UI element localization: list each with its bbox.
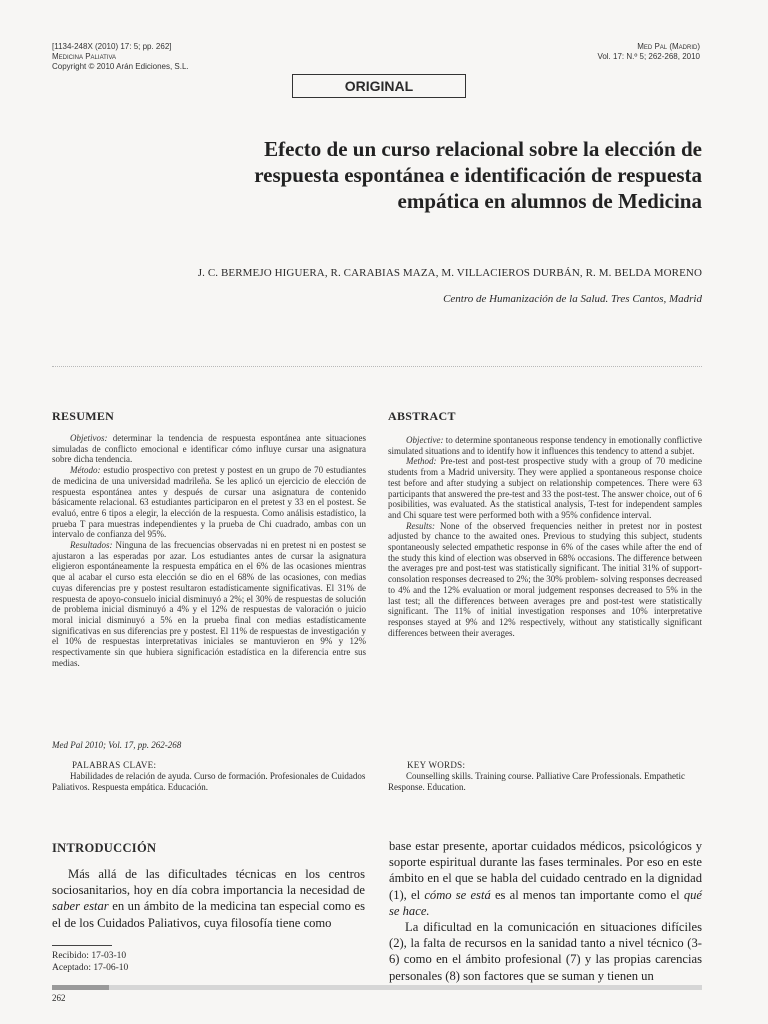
journal-name: Medicina Paliativa	[52, 52, 117, 61]
intro-r1-a: base estar presente, aportar cuidados médicos, psicológicos y soporte espiritual durante las fases terminales. Por eso en este ámbito en el que se habla del cuidado centrado en la dignidad (1), el	[389, 839, 702, 902]
affiliation: Centro de Humanización de la Salud. Tres Cantos, Madrid	[443, 293, 702, 305]
metodo-label: Método:	[70, 465, 101, 476]
results-label: Results:	[406, 520, 435, 531]
abstract-objective	[388, 435, 702, 456]
intro-r1-em1: cómo se está	[424, 887, 491, 902]
objetivos-text: determinar la tendencia de respuesta espontánea ante situaciones simuladas de conflicto emocional e identificar cómo influye cursar una asignatura sobre dicha tendencia.	[52, 433, 366, 465]
objective-label: Objective:	[406, 435, 444, 445]
footer-bar-light	[109, 985, 702, 990]
resumen-metodo	[52, 465, 366, 540]
intro-r1-em2: qué se hace.	[389, 887, 702, 918]
intro-r1-b: es al menos tan importante como el	[490, 887, 684, 902]
abstract-heading: ABSTRACT	[388, 409, 456, 423]
divider	[52, 366, 702, 367]
intro-p1-a: Más allá de las dificultades técnicas en los centros sociosanitarios, hoy en día cobra importancia la necesidad de	[52, 867, 365, 898]
copyright-line: Copyright © 2010 Arán Ediciones, S.L.	[52, 62, 189, 71]
resumen-objetivos	[52, 433, 366, 465]
title-line-1: Efecto de un curso relacional sobre la elección de	[264, 137, 702, 161]
abstract-body	[388, 435, 702, 638]
intro-right-column	[389, 838, 702, 984]
intro-heading: INTRODUCCIÓN	[52, 841, 157, 855]
title-line-3: empática en alumnos de Medicina	[397, 189, 702, 213]
palabras-clave-text: Habilidades de relación de ayuda. Curso de formación. Profesionales de Cuidados Paliativos. Respuesta empática. Educación.	[52, 771, 366, 792]
metodo-text: estudio prospectivo con pretest y postest en un grupo de 70 estudiantes de medicina de una universidad madrileña. Se les aplicó un ejercicio de elección de respuesta espontánea antes y después de cursar una asignatura de contenido básicamente relacional. 63 estudiantes participaron en el pretest y 33 en el postest. Se evaluó, entre 6 tipos a elegir, la elección de la respuesta. Como análisis estadístico, la prueba T para muestras independientes y la prueba de Chi cuadrado, ambas con un intervalo de confianza del 95%.	[52, 465, 366, 540]
resultados-text: Ninguna de las frecuencias observadas ni en pretest ni en postest se ajustaron a las esperadas por azar. Los estudiantes antes de cursar la asignatura eligieron espontáneamente la respuesta empática en el 6% de las ocasiones mientras que al acabar el curso esta elección se dio en el 68% de las ocasiones, con medias cuyas diferencias pre y postest resultaron estadísticamente significativas. El 31% de respuesta de apoyo-consuelo inicial disminuyó a 2%; el 30% de respuestas de solución de problema inicial disminuyó a 4% y el 12% de respuestas de valoración o juicio moral inicial disminuyó a 5% en la prueba final con medias estadísticamente significativas en sus diferencias pre y postest. El 11% de respuestas de investigación y el 10% de respuestas interpretativas iniciales se mantuvieron en 9% y 12% respectivamente sin que hubiera significación estadística en la diferencia entre sus medias.	[52, 540, 366, 668]
page-number: 262	[52, 993, 66, 1003]
title-line-2: respuesta espontánea e identificación de respuesta	[254, 163, 702, 187]
accepted-date: Aceptado: 17-06-10	[52, 963, 129, 973]
method-text: Pre-test and post-test prospective study with a group of 70 medicine students from a Madrid university. They were applied a spontaneous response choice test before and after studying a subject on relationship competences. There were 63 participants that answered the pre-test and 33 the post-test. The answer choice, out of 6 posibilities, was evaluated. As the statistical analysis, T-test for independent samples and Chi square test were performed both with a 95% confidence interval.	[388, 456, 702, 520]
journal-header-left	[52, 42, 189, 72]
intro-p1-em: saber estar	[52, 899, 109, 914]
journal-header-right	[597, 42, 700, 62]
article-title	[200, 136, 702, 214]
intro-paragraph-2: La dificultad en la comunicación en situaciones difíciles (2), la falta de recursos en la sanidad tanto a nivel técnico (3-6) como en el ámbito profesional (7) y las propias carencias personales (8) son factores que se suman y tienen un	[389, 920, 702, 983]
abstract-results	[388, 521, 702, 639]
journal-abbrev: Med Pal (Madrid)	[637, 42, 700, 51]
author-list: J. C. BERMEJO HIGUERA, R. CARABIAS MAZA, M. VILLACIEROS DURBÁN, R. M. BELDA MORENO	[197, 267, 702, 279]
volume-line: Vol. 17: N.º 5; 262-268, 2010	[597, 52, 700, 61]
intro-paragraph-cont	[389, 838, 702, 919]
footnote-rule	[52, 945, 112, 946]
abstract-method	[388, 456, 702, 520]
intro-p1-b: en un ámbito de la medicina tan especial como es el de los Cuidados Paliativos, cuya filosofía tiene como	[52, 899, 365, 930]
keywords-heading: KEY WORDS:	[407, 760, 466, 770]
keywords-text: Counselling skills. Training course. Palliative Care Professionals. Empathetic Response. Education.	[388, 771, 685, 792]
intro-left-column	[52, 866, 365, 931]
palabras-clave	[52, 771, 372, 793]
citation: Med Pal 2010; Vol. 17, pp. 262-268	[52, 740, 182, 750]
intro-paragraph-1	[52, 866, 365, 931]
resumen-resultados	[52, 540, 366, 668]
objetivos-label: Objetivos:	[70, 433, 108, 443]
results-text: None of the observed frequencies neither in pretest nor in postest adjusted by chance to the awaited ones. Previous to studying this subject, students spontaneously selected empathetic response in 6% of the cases while after the end of the study this kind of election was observed in 68% occasions. The difference between the averages pre and post-test was statistically significant. The initial 31% of support-consolation responses decreased to 2%; the 30% problem- solving responses decreased to 4% and the 12% evaluation or moral judgement responses decreased to 5% in the last test; all the differences between averages pre and post-test were statistically significant. The 11% of initial investigation responses and 10% interpretative responses stayed at 9% and 12% respectively, without any statistically significant differences between their averages.	[388, 520, 702, 638]
footer-bar-dark	[52, 985, 109, 990]
resumen-heading: RESUMEN	[52, 409, 115, 423]
keywords	[388, 771, 706, 793]
received-date: Recibido: 17-03-10	[52, 951, 127, 961]
method-label: Method:	[406, 456, 437, 467]
resultados-label: Resultados:	[70, 540, 113, 551]
palabras-clave-heading: PALABRAS CLAVE:	[72, 760, 157, 770]
received-dates	[52, 950, 128, 974]
objective-text: to determine spontaneous response tendency in emotionally conflictive simulated situations and to identify how it influences this tendency to attend a subjet.	[388, 435, 702, 456]
resumen-body	[52, 433, 366, 668]
article-type-badge: ORIGINAL	[292, 74, 466, 98]
issn-line: [1134-248X (2010) 17: 5; pp. 262]	[52, 42, 172, 51]
